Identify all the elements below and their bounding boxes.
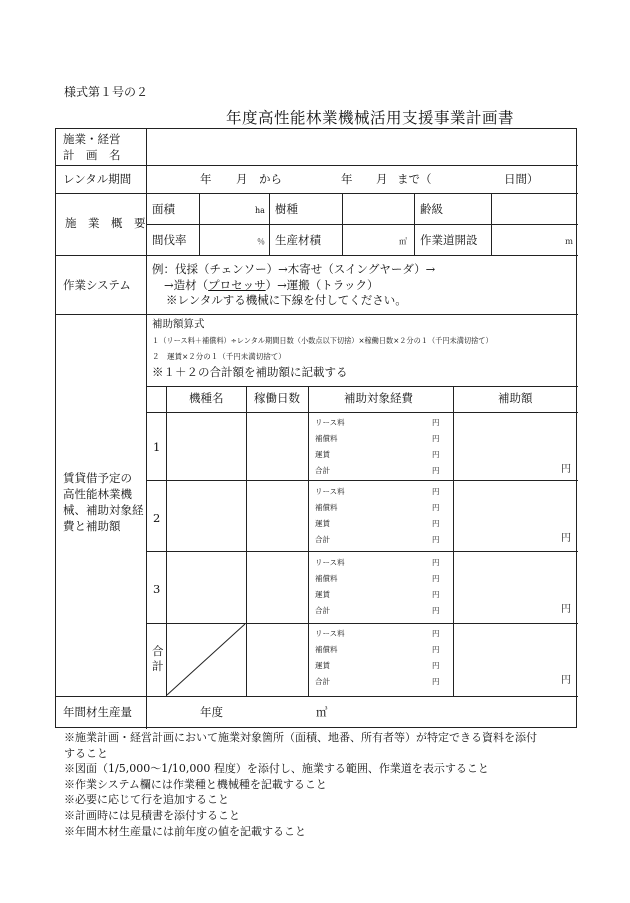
rental-from: から xyxy=(259,172,282,186)
thinning-rate-label: 間伐率 xyxy=(152,233,187,247)
yen-unit: 円 xyxy=(432,519,440,528)
formula-line1: １（リース料＋補償料）÷レンタル期間日数（小数点以下切捨）×稼働日数×２分の１（千円未満切捨て） xyxy=(152,336,493,345)
subsidy-yen-unit: 円 xyxy=(561,464,571,475)
annual-production-year: 年度 xyxy=(200,705,223,719)
plan-name-label-line1: 施業・経営 xyxy=(63,132,121,146)
work-system-line2-pre: →造材（ xyxy=(164,278,209,292)
header-eligible-cost: 補助対象経費 xyxy=(344,391,413,405)
inner-header-divider xyxy=(146,412,578,413)
area-label: 面積 xyxy=(152,202,175,216)
cost-freight: 運賃 xyxy=(315,450,330,459)
rental-year-start: 年 xyxy=(200,172,212,186)
plan-name-label-line2: 計 画 名 xyxy=(63,148,121,162)
rental-month-end: 月 xyxy=(376,172,388,186)
overview-divider xyxy=(199,193,200,255)
header-machine-type: 機種名 xyxy=(189,391,224,405)
cost-total: 合計 xyxy=(315,677,330,686)
area-unit: ha xyxy=(255,206,265,215)
yen-unit: 円 xyxy=(432,434,440,443)
yen-unit: 円 xyxy=(432,661,440,670)
yen-unit: 円 xyxy=(432,677,440,686)
age-class-label: 齢級 xyxy=(420,202,443,216)
cost-compensation: 補償料 xyxy=(315,645,338,654)
cost-freight: 運賃 xyxy=(315,590,330,599)
inner-col-divider xyxy=(308,386,309,696)
work-system-line2-post: ）→運搬（トラック） xyxy=(265,278,379,292)
row-divider xyxy=(56,255,578,256)
overview-divider xyxy=(414,193,415,255)
inner-row-divider xyxy=(146,551,578,552)
annual-production-label: 年間材生産量 xyxy=(63,705,132,719)
cost-compensation: 補償料 xyxy=(315,434,338,443)
formula-title: 補助額算式 xyxy=(152,318,205,330)
work-system-label: 作業システム xyxy=(63,278,131,292)
header-operating-days: 稼働日数 xyxy=(254,391,300,405)
species-label: 樹種 xyxy=(275,202,298,216)
row-divider xyxy=(56,165,578,166)
production-volume-label: 生産材積 xyxy=(275,233,321,247)
underlined-machine: プロセッサ xyxy=(208,278,266,292)
work-system-example-line1: 例：伐採（チェンソー）→木寄せ（スイングヤーダ）→ xyxy=(152,262,436,276)
note-item: ※計画時には見積書を添付すること xyxy=(64,808,240,822)
overview-divider xyxy=(269,193,270,255)
formula-line2: ２ 運賃×２分の１（千円未満切捨て） xyxy=(152,352,286,361)
cost-lease: リース料 xyxy=(315,418,345,427)
rental-year-end: 年 xyxy=(341,172,353,186)
document-title: 年度高性能林業機械活用支援事業計画書 xyxy=(225,109,514,127)
cost-lease: リース料 xyxy=(315,558,345,567)
row-number-2: 2 xyxy=(153,511,161,525)
inner-col-divider xyxy=(453,386,454,696)
total-row-diagonal-line xyxy=(166,623,246,696)
note-item: ※必要に応じて行を追加すること xyxy=(64,793,229,807)
production-volume-unit: ㎥ xyxy=(399,237,407,246)
inner-row-divider xyxy=(146,480,578,481)
road-construction-unit: ｍ xyxy=(565,237,573,246)
total-row-label-line1: 合 xyxy=(152,644,164,658)
note-item: すること xyxy=(64,746,108,760)
thinning-rate-unit: ％ xyxy=(257,237,265,246)
yen-unit: 円 xyxy=(432,629,440,638)
overview-divider xyxy=(342,193,343,255)
rental-days: 日間） xyxy=(504,172,539,186)
total-row-label-line2: 計 xyxy=(152,659,164,673)
subsidy-label-line3: 械、補助対象経 xyxy=(63,503,144,517)
subsidy-yen-unit: 円 xyxy=(561,533,571,544)
note-item: ※作業システム欄には作業種と機械種を記載すること xyxy=(64,777,327,791)
yen-unit: 円 xyxy=(432,590,440,599)
note-item: ※施業計画・経営計画において施業対象箇所（面積、地番、所有者等）が特定できる資料を添付 xyxy=(64,731,537,744)
row-divider xyxy=(56,193,578,194)
yen-unit: 円 xyxy=(432,487,440,496)
yen-unit: 円 xyxy=(432,535,440,544)
row-number-3: 3 xyxy=(153,582,161,596)
rental-month-start: 月 xyxy=(236,172,248,186)
notes-list xyxy=(64,730,584,839)
subsidy-yen-unit: 円 xyxy=(561,604,571,615)
cost-total: 合計 xyxy=(315,535,330,544)
cost-total: 合計 xyxy=(315,606,330,615)
cost-freight: 運賃 xyxy=(315,661,330,670)
subsidy-yen-unit: 円 xyxy=(561,675,571,686)
cost-compensation: 補償料 xyxy=(315,503,338,512)
rental-period-label: レンタル期間 xyxy=(63,172,132,186)
note-item: ※図面（1/5,000～1/10,000 程度）を添付し、施業する範囲、作業道を表示すること xyxy=(64,762,489,776)
rental-until: まで（ xyxy=(397,172,432,186)
inner-col-divider xyxy=(246,386,247,696)
yen-unit: 円 xyxy=(432,450,440,459)
cost-compensation: 補償料 xyxy=(315,574,338,583)
cost-total: 合計 xyxy=(315,466,330,475)
inner-table-top xyxy=(146,386,578,387)
cost-lease: リース料 xyxy=(315,487,345,496)
label-column-divider xyxy=(146,129,147,729)
subsidy-label-line2: 高性能林業機 xyxy=(63,487,132,501)
header-subsidy-amount: 補助額 xyxy=(498,391,533,405)
work-system-example-line2 xyxy=(164,280,379,292)
work-system-instruction: ※レンタルする機械に下線を付してください。 xyxy=(166,293,407,307)
formula-note: ※１＋２の合計額を補助額に記載する xyxy=(152,365,348,379)
note-item: ※年間木材生産量には前年度の値を記載すること xyxy=(64,824,306,838)
yen-unit: 円 xyxy=(432,418,440,427)
row-number-1: 1 xyxy=(153,440,161,454)
overview-divider xyxy=(491,193,492,255)
overview-mid-divider xyxy=(146,224,578,225)
road-construction-label: 作業道開設 xyxy=(420,233,478,247)
yen-unit: 円 xyxy=(432,645,440,654)
yen-unit: 円 xyxy=(432,574,440,583)
row-divider xyxy=(56,696,578,697)
yen-unit: 円 xyxy=(432,558,440,567)
annual-production-unit: ㎥ xyxy=(316,705,328,719)
cost-lease: リース料 xyxy=(315,629,345,638)
form-number: 様式第１号の２ xyxy=(64,85,149,99)
yen-unit: 円 xyxy=(432,466,440,475)
cost-freight: 運賃 xyxy=(315,519,330,528)
plan-form-table xyxy=(55,128,577,728)
subsidy-label-line1: 賃貸借予定の xyxy=(63,471,132,485)
overview-label: 施 業 概 要 xyxy=(65,216,146,230)
row-divider xyxy=(56,314,578,315)
yen-unit: 円 xyxy=(432,606,440,615)
subsidy-label-line4: 費と補助額 xyxy=(63,519,121,533)
yen-unit: 円 xyxy=(432,503,440,512)
